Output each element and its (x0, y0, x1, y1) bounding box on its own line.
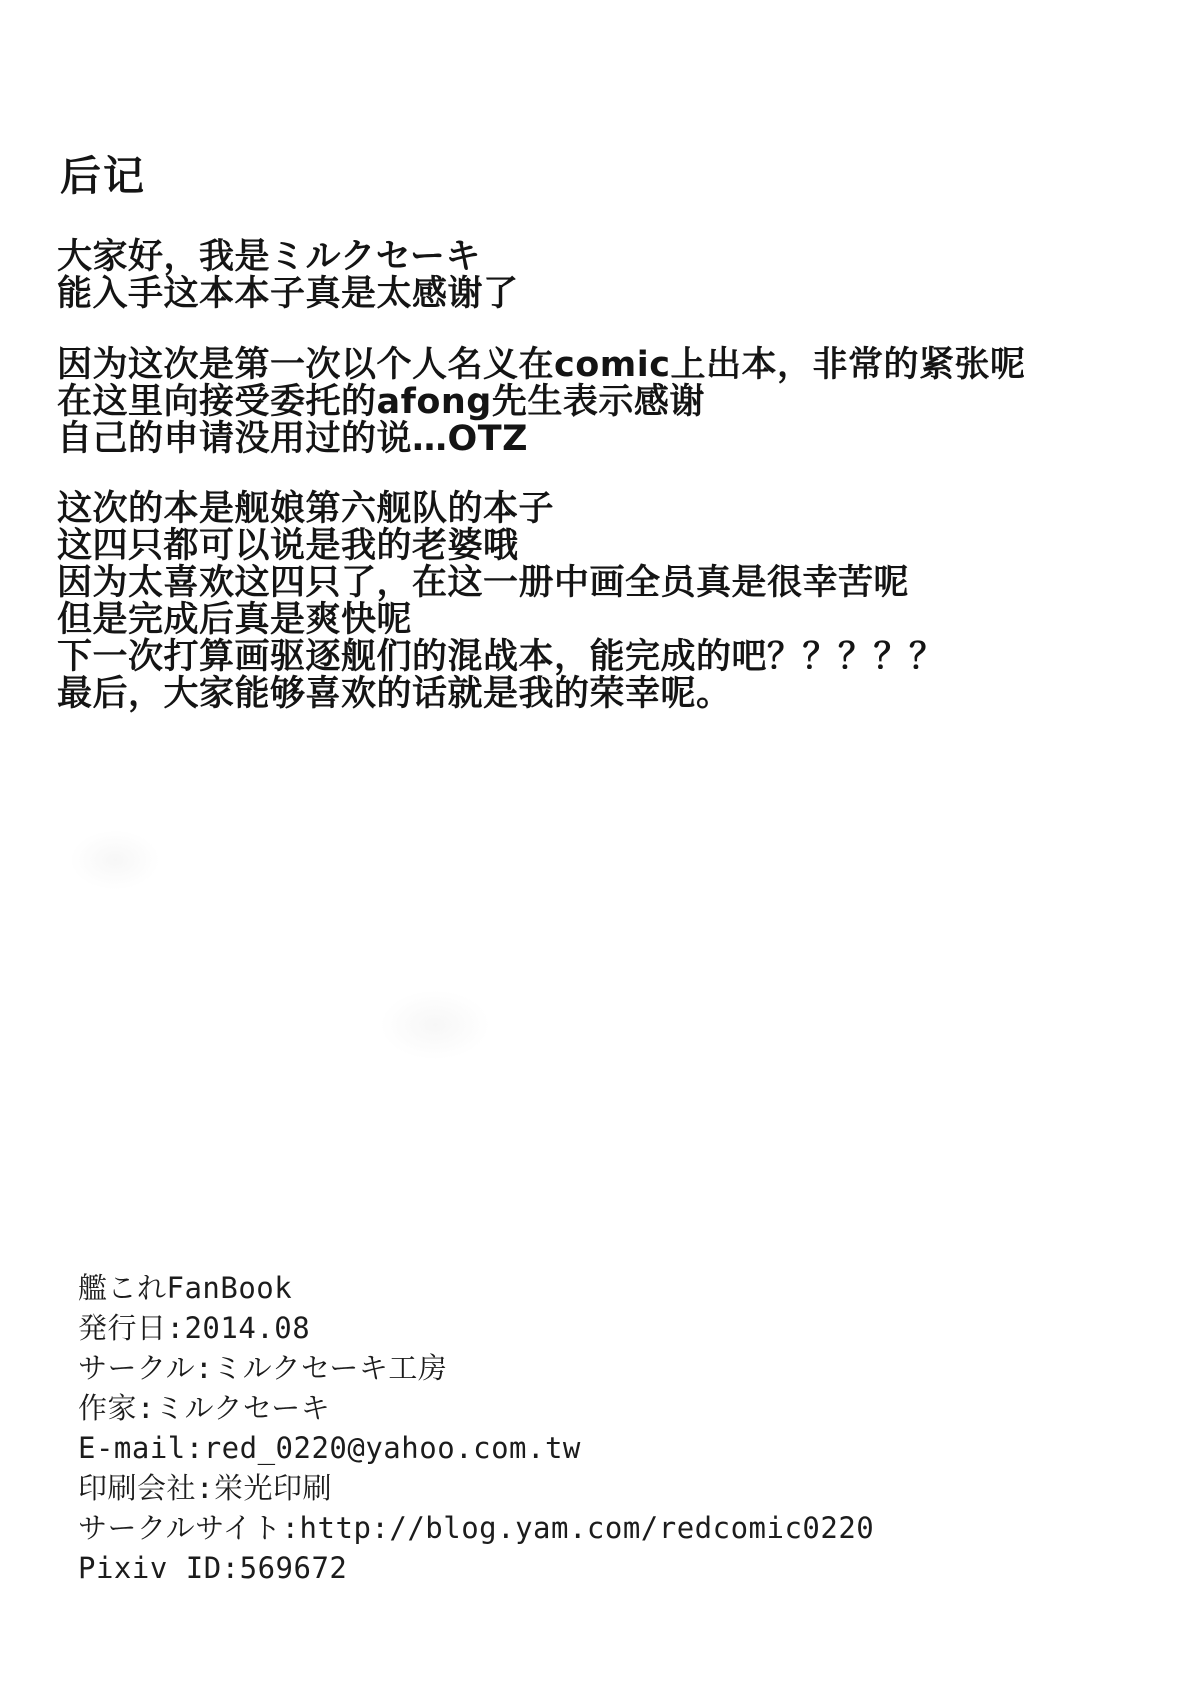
afterword-paragraph-greeting (57, 239, 519, 313)
afterword-line: 大家好，我是ミルクセーキ (57, 237, 481, 277)
afterword-line: 但是完成后真是爽快呢 (57, 600, 413, 640)
afterword-paragraph-about-book (57, 491, 945, 713)
afterword-title: 后记 (60, 152, 146, 200)
afterword-line: 自己的申请没用过的说…OTZ (57, 419, 529, 459)
afterword-line: 最后，大家能够喜欢的话就是我的荣幸呢。 (57, 674, 732, 714)
afterword-line: 在这里向接受委托的afong先生表示感谢 (57, 382, 705, 422)
colophon-circle: サークル:ミルクセーキ工房 (78, 1351, 448, 1385)
afterword-line: 这四只都可以说是我的老婆哦 (57, 526, 519, 566)
afterword-line: 因为太喜欢这四只了，在这一册中画全员真是很幸苦呢 (57, 563, 910, 603)
colophon-book-title: 艦これFanBook (78, 1271, 293, 1305)
afterword-line: 这次的本是舰娘第六舰队的本子 (57, 489, 555, 529)
afterword-line: 下一次打算画驱逐舰们的混战本，能完成的吧？？？？？ (57, 637, 945, 677)
colophon-section (78, 1268, 874, 1588)
afterword-paragraph-thanks (57, 347, 1026, 458)
colophon-pixiv-id: Pixiv ID:569672 (78, 1551, 348, 1585)
colophon-email: E-mail:red_0220@yahoo.com.tw (78, 1431, 581, 1465)
scan-artifact (70, 830, 160, 890)
afterword-line: 因为这次是第一次以个人名义在comic上出本，非常的紧张呢 (57, 345, 1026, 385)
colophon-printer: 印刷会社:栄光印刷 (78, 1471, 332, 1505)
afterword-line: 能入手这本本子真是太感谢了 (57, 274, 519, 314)
colophon-circle-site: サークルサイト:http://blog.yam.com/redcomic0220 (78, 1511, 875, 1545)
scan-artifact (380, 990, 490, 1060)
colophon-publish-date: 発行日:2014.08 (78, 1311, 311, 1345)
colophon-author: 作家:ミルクセーキ (78, 1391, 331, 1425)
